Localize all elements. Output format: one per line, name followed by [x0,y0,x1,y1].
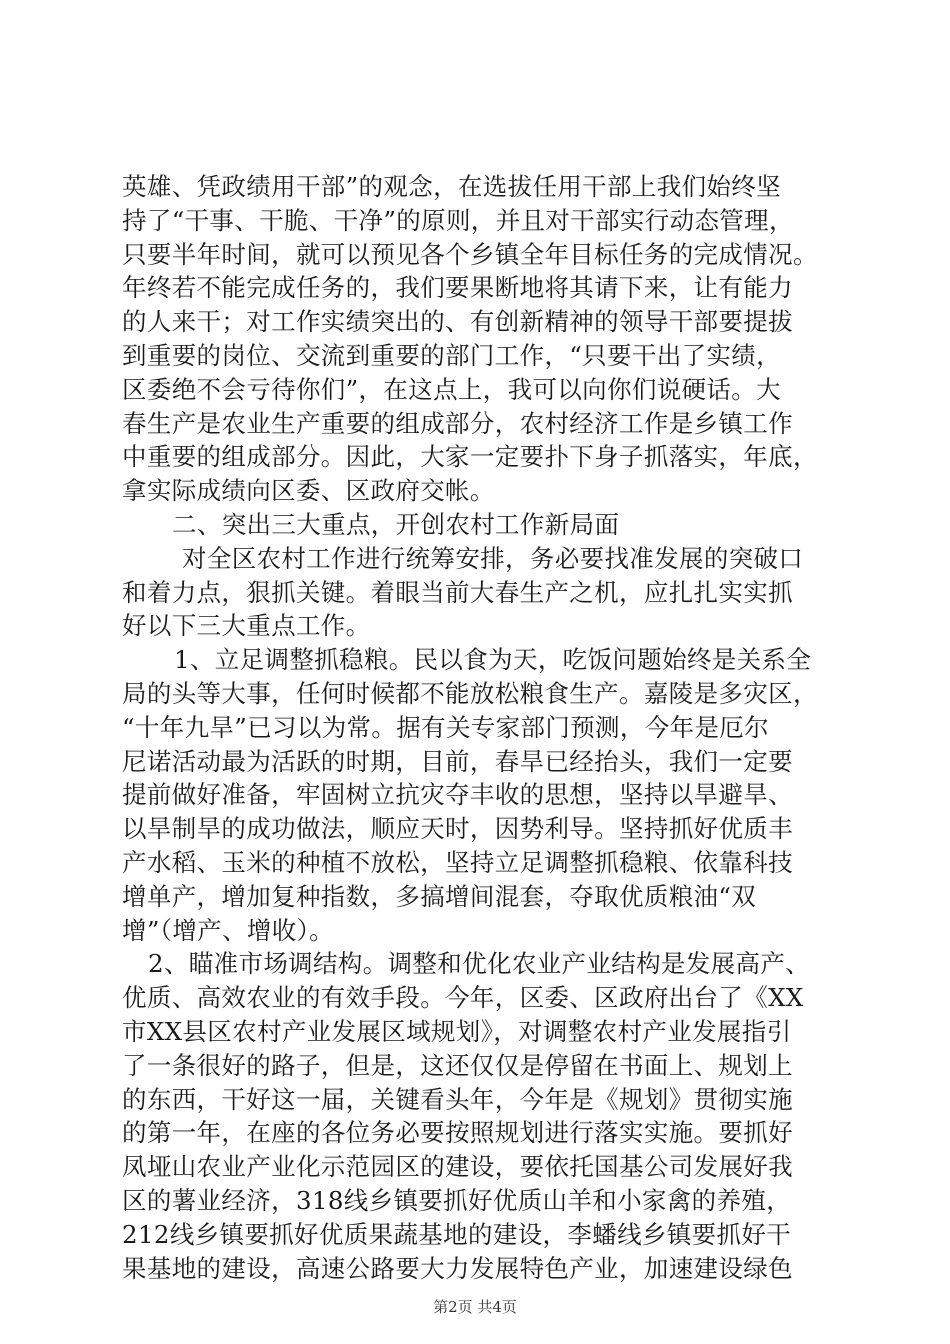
text-line: 1、立足调整抓稳粮。民以食为天，吃饭问题始终是关系全 [174,645,812,675]
text-line: 了一条很好的路子，但是，这还仅仅是停留在书面上、规划上 [122,1050,793,1080]
text-line: 只要半年时间，就可以预见各个乡镇全年目标任务的完成情况。 [122,239,818,269]
text-line: 212线乡镇要抓好优质果蔬基地的建设，李蟠线乡镇要抓好干 [122,1219,792,1249]
text-line: 凤垭山农业产业化示范园区的建设，要依托国基公司发展好我 [122,1152,793,1182]
text-line: “十年九旱”已习以为常。据有关专家部门预测，今年是厄尔 [122,712,769,742]
text-line: 以旱制旱的成功做法，顺应天时，因势利导。坚持抓好优质丰 [122,814,793,844]
text-line: 增单产，增加复种指数，多搞增间混套，夺取优质粮油“双 [122,881,757,911]
text-line: 到重要的岗位、交流到重要的部门工作，“只要干出了实绩， [122,340,781,370]
text-line: 春生产是农业生产重要的组成部分，农村经济工作是乡镇工作 [122,408,793,438]
text-line: 的人来干；对工作实绩突出的、有创新精神的领导干部要提拔 [122,307,793,337]
section-heading: 二、突出三大重点，开创农村工作新局面 [172,509,620,539]
text-line: 中重要的组成部分。因此，大家一定要扑下身子抓落实，年底， [122,442,818,472]
text-line: 2、瞄准市场调结构。调整和优化农业产业结构是发展高产、 [148,949,811,979]
text-line: 优质、高效农业的有效手段。今年，区委、区政府出台了《XX [122,983,804,1013]
page-number-footer: 第2页 共4页 [433,1298,517,1316]
text-line: 尼诺活动最为活跃的时期，目前，春旱已经抬头，我们一定要 [122,746,793,776]
text-line: 的第一年，在座的各位务必要按照规划进行落实实施。要抓好 [122,1118,793,1148]
text-line: 增”（增产、增收）。 [122,915,335,945]
text-line: 的东西，干好这一届，关键看头年，今年是《规划》贯彻实施 [122,1084,793,1114]
text-line: 和着力点，狠抓关键。着眼当前大春生产之机，应扎扎实实抓 [122,577,793,607]
document-body [122,170,832,1285]
text-line: 提前做好准备，牢固树立抗灾夺丰收的思想，坚持以旱避旱、 [122,780,793,810]
text-line: 持了“干事、干脆、干净”的原则，并且对干部实行动态管理， [122,205,794,235]
text-line: 果基地的建设，高速公路要大力发展特色产业，加速建设绿色 [122,1253,793,1283]
text-line: 年终若不能完成任务的，我们要果断地将其请下来，让有能力 [122,273,793,303]
text-line: 局的头等大事，任何时候都不能放松粮食生产。嘉陵是多灾区， [122,678,818,708]
text-line: 好以下三大重点工作。 [122,611,371,641]
text-line: 市XX县区农村产业发展区域规划》，对调整农村产业发展指引 [122,1016,792,1046]
text-line: 产水稻、玉米的种植不放松，坚持立足调整抓稳粮、依靠科技 [122,847,793,877]
text-line: 英雄、凭政绩用干部”的观念，在选拔任用干部上我们始终坚 [122,172,781,201]
text-line: 对全区农村工作进行统筹安排，务必要找准发展的突破口 [182,543,804,573]
text-line: 区委绝不会亏待你们”，在这点上，我可以向你们说硬话。大 [122,374,781,404]
text-line: 拿实际成绩向区委、区政府交帐。 [122,476,495,506]
text-line: 区的薯业经济，318线乡镇要抓好优质山羊和小家禽的养殖， [122,1185,792,1215]
